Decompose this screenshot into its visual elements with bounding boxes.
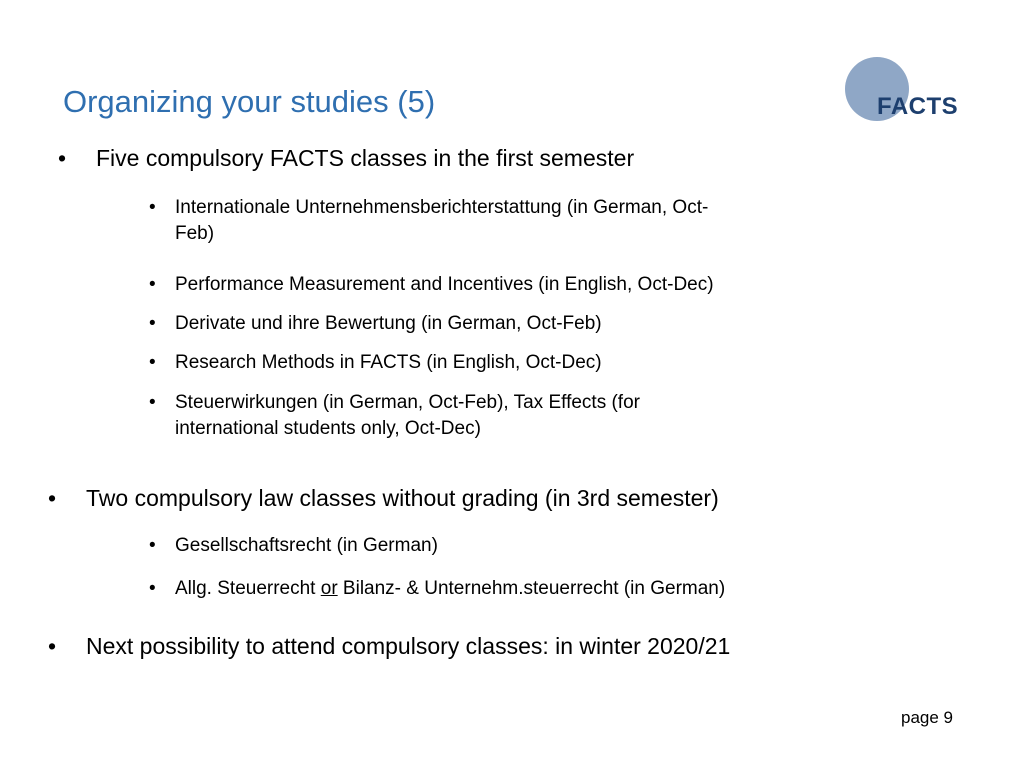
bullet-icon: • <box>149 392 156 413</box>
bullet-icon: • <box>149 313 156 334</box>
sub-bullet-line: Steuerwirkungen (in German, Oct-Feb), Tax Effects (for <box>175 392 640 413</box>
text-part: Bilanz- & Unternehm.steuerrecht (in German) <box>337 578 726 599</box>
bullet-icon: • <box>149 352 156 373</box>
bullet-section-3 <box>48 633 731 660</box>
bullet-icon: • <box>149 197 156 218</box>
sub-bullet-line: international students only, Oct-Dec) <box>175 418 481 439</box>
bullet-section-2 <box>48 485 719 512</box>
sub-bullet <box>149 390 640 442</box>
section-heading: Two compulsory law classes without grading (in 3rd semester) <box>86 485 719 511</box>
sub-bullet <box>149 350 602 376</box>
sub-bullet-line: Feb) <box>175 223 215 244</box>
sub-bullet-line: Gesellschaftsrecht (in German) <box>175 535 438 556</box>
slide-title: Organizing your studies (5) <box>63 84 436 119</box>
bullet-icon: • <box>149 578 156 599</box>
bullet-icon: • <box>149 274 156 295</box>
sub-bullet <box>149 195 709 247</box>
page-number: page 9 <box>901 708 953 727</box>
bullet-icon: • <box>149 535 156 556</box>
sub-bullet <box>149 576 726 602</box>
bullet-icon: • <box>58 145 67 171</box>
sub-bullet <box>149 533 438 559</box>
sub-bullet <box>149 311 602 337</box>
sub-bullet-line: Research Methods in FACTS (in English, Oct-Dec) <box>175 352 602 373</box>
bullet-icon: • <box>48 485 57 511</box>
sub-bullet-line: Internationale Unternehmensberichterstattung (in German, Oct- <box>175 197 709 218</box>
sub-bullet <box>149 272 714 298</box>
section-heading: Five compulsory FACTS classes in the first semester <box>96 145 635 171</box>
sub-bullet-line <box>175 576 725 602</box>
bullet-section-1 <box>58 145 635 172</box>
section-heading: Next possibility to attend compulsory classes: in winter 2020/21 <box>86 633 731 659</box>
logo-text: FACTS <box>877 93 959 120</box>
text-part: Allg. Steuerrecht <box>175 578 321 599</box>
sub-bullet-line: Derivate und ihre Bewertung (in German, Oct-Feb) <box>175 313 602 334</box>
emphasized-or: or <box>320 578 338 599</box>
bullet-icon: • <box>48 633 57 659</box>
facts-logo <box>845 57 975 137</box>
sub-bullet-line: Performance Measurement and Incentives (in English, Oct-Dec) <box>175 274 714 295</box>
